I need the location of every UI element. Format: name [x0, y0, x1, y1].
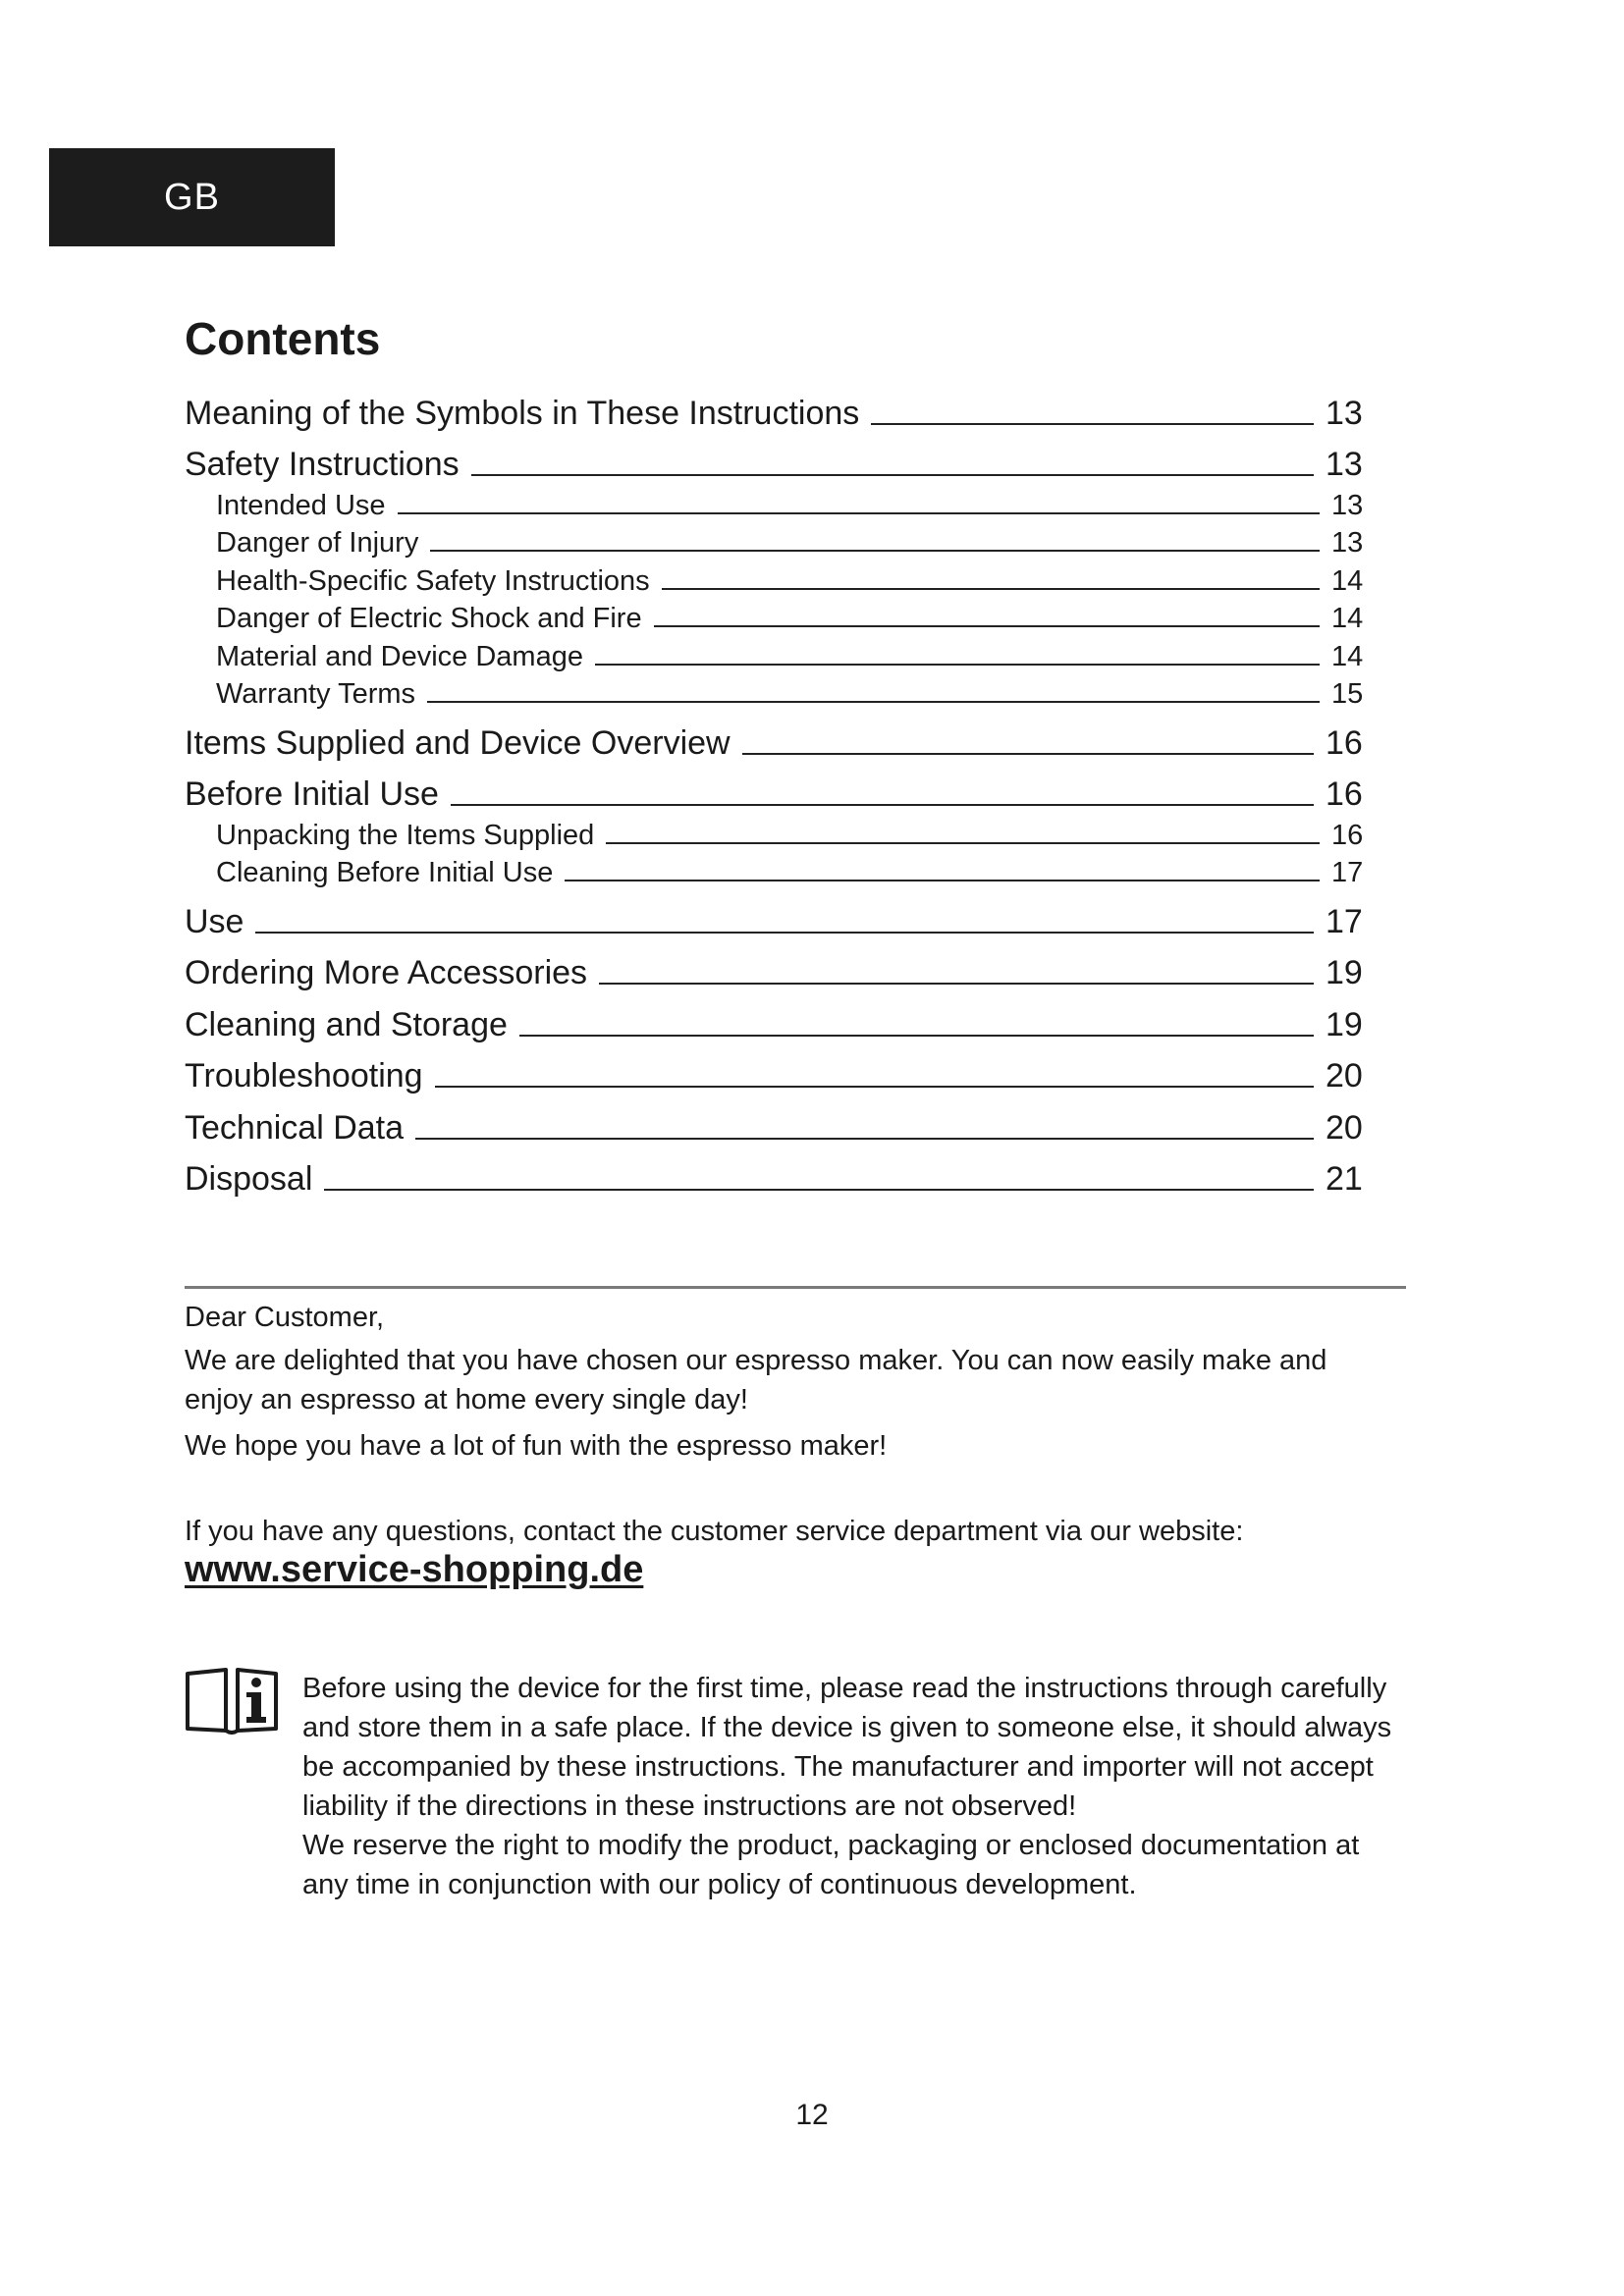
toc-entry[interactable] — [185, 1044, 1375, 1096]
toc-entry-label: Technical Data — [185, 1108, 405, 1147]
toc-entry[interactable] — [185, 1148, 1375, 1200]
contact-paragraph: If you have any questions, contact the customer service department via our website: — [185, 1516, 1244, 1547]
toc-leader-line — [427, 701, 1320, 703]
toc-leader-line — [255, 932, 1314, 934]
toc-entry-label: Troubleshooting — [185, 1057, 423, 1095]
toc-leader-line — [451, 804, 1314, 806]
greeting: Dear Customer, — [185, 1302, 385, 1333]
toc-entry-label: Ordering More Accessories — [185, 954, 588, 991]
toc-leader-line — [435, 1086, 1314, 1088]
info-book-icon — [185, 1666, 279, 1735]
notice-paragraph-1: Before using the device for the first time, please read the instructions through carefully and store them in a safe place. If the device is given to someone else, it should always be accompanied by these instructions. The manufacturer and importer will not accept liability if the directions in these instructions are not observed! — [302, 1673, 1392, 1822]
toc-entry-page: 13 — [1326, 446, 1363, 483]
toc-leader-line — [742, 753, 1314, 755]
toc-entry-page: 17 — [1326, 902, 1363, 940]
toc-entry[interactable] — [185, 484, 1375, 522]
toc-entry-label: Material and Device Damage — [216, 640, 583, 672]
toc-entry-label: Meaning of the Symbols in These Instructions — [185, 394, 860, 432]
toc-entry-label: Before Initial Use — [185, 775, 439, 813]
toc-entry-label: Warranty Terms — [216, 678, 416, 710]
page-number: 12 — [795, 2099, 829, 2131]
toc-entry[interactable] — [185, 992, 1375, 1044]
toc-entry-page: 21 — [1326, 1160, 1363, 1198]
toc-entry-label: Items Supplied and Device Overview — [185, 723, 731, 762]
toc-leader-line — [415, 1138, 1314, 1140]
toc-leader-line — [398, 512, 1320, 514]
notice-paragraph-2: We reserve the right to modify the product, packaging or enclosed documentation at any time in conjunction with our policy of continuous development. — [302, 1830, 1360, 1900]
toc-entry[interactable] — [185, 1095, 1375, 1148]
toc-entry-page: 13 — [1331, 489, 1364, 521]
toc-entry[interactable] — [185, 598, 1375, 636]
toc-entry-page: 19 — [1326, 1005, 1363, 1043]
toc-entry-label: Cleaning and Storage — [185, 1005, 508, 1043]
toc-entry-label: Unpacking the Items Supplied — [216, 819, 595, 851]
toc-entry-page: 17 — [1331, 857, 1364, 888]
toc-leader-line — [871, 423, 1314, 425]
toc-entry-label: Danger of Electric Shock and Fire — [216, 603, 642, 634]
toc-entry[interactable] — [185, 763, 1375, 815]
toc-entry-page: 16 — [1326, 723, 1363, 762]
section-divider — [185, 1286, 1406, 1289]
toc-leader-line — [654, 625, 1320, 627]
toc-entry-page: 16 — [1331, 819, 1364, 851]
toc-leader-line — [471, 474, 1314, 476]
toc-entry[interactable] — [185, 560, 1375, 598]
toc-entry-page: 13 — [1331, 527, 1364, 559]
toc-leader-line — [599, 983, 1314, 985]
toc-leader-line — [606, 842, 1320, 844]
toc-entry-label: Cleaning Before Initial Use — [216, 857, 554, 888]
toc-entry[interactable] — [185, 711, 1375, 763]
toc-entry-label: Health-Specific Safety Instructions — [216, 564, 650, 597]
toc-entry[interactable] — [185, 889, 1375, 941]
contents-title: Contents — [185, 313, 381, 364]
toc-entry-label: Disposal — [185, 1160, 313, 1198]
toc-entry[interactable] — [185, 852, 1375, 890]
language-tab: GB — [49, 148, 335, 246]
toc-entry[interactable] — [185, 433, 1375, 485]
toc-leader-line — [324, 1189, 1314, 1191]
toc-entry-label: Danger of Injury — [216, 527, 419, 559]
toc-entry-page: 16 — [1326, 775, 1363, 813]
toc-leader-line — [519, 1035, 1314, 1037]
toc-leader-line — [662, 588, 1320, 590]
toc-entry[interactable] — [185, 814, 1375, 852]
toc-entry[interactable] — [185, 522, 1375, 561]
toc-leader-line — [595, 664, 1320, 666]
toc-leader-line — [565, 880, 1320, 881]
toc-entry-page: 14 — [1331, 564, 1364, 597]
intro-paragraph: We are delighted that you have chosen our espresso maker. You can now easily make and enjoy an espresso at home every single day! — [185, 1345, 1327, 1415]
toc-entry-page: 14 — [1331, 603, 1364, 634]
toc-entry[interactable] — [185, 381, 1375, 433]
toc-entry-page: 20 — [1326, 1108, 1363, 1147]
toc-entry[interactable] — [185, 635, 1375, 673]
table-of-contents — [185, 381, 1375, 1199]
toc-entry-page: 15 — [1331, 678, 1364, 710]
website-link[interactable]: www.service-shopping.de — [185, 1549, 644, 1590]
toc-entry-page: 14 — [1331, 640, 1364, 672]
toc-entry-label: Safety Instructions — [185, 446, 460, 483]
hope-paragraph: We hope you have a lot of fun with the espresso maker! — [185, 1430, 888, 1462]
toc-entry-page: 13 — [1326, 394, 1363, 432]
toc-entry-label: Intended Use — [216, 489, 386, 521]
toc-entry-page: 20 — [1326, 1057, 1363, 1095]
toc-entry-page: 19 — [1326, 954, 1363, 991]
toc-leader-line — [430, 550, 1320, 552]
toc-entry[interactable] — [185, 673, 1375, 712]
toc-entry[interactable] — [185, 941, 1375, 993]
toc-entry-label: Use — [185, 902, 244, 940]
